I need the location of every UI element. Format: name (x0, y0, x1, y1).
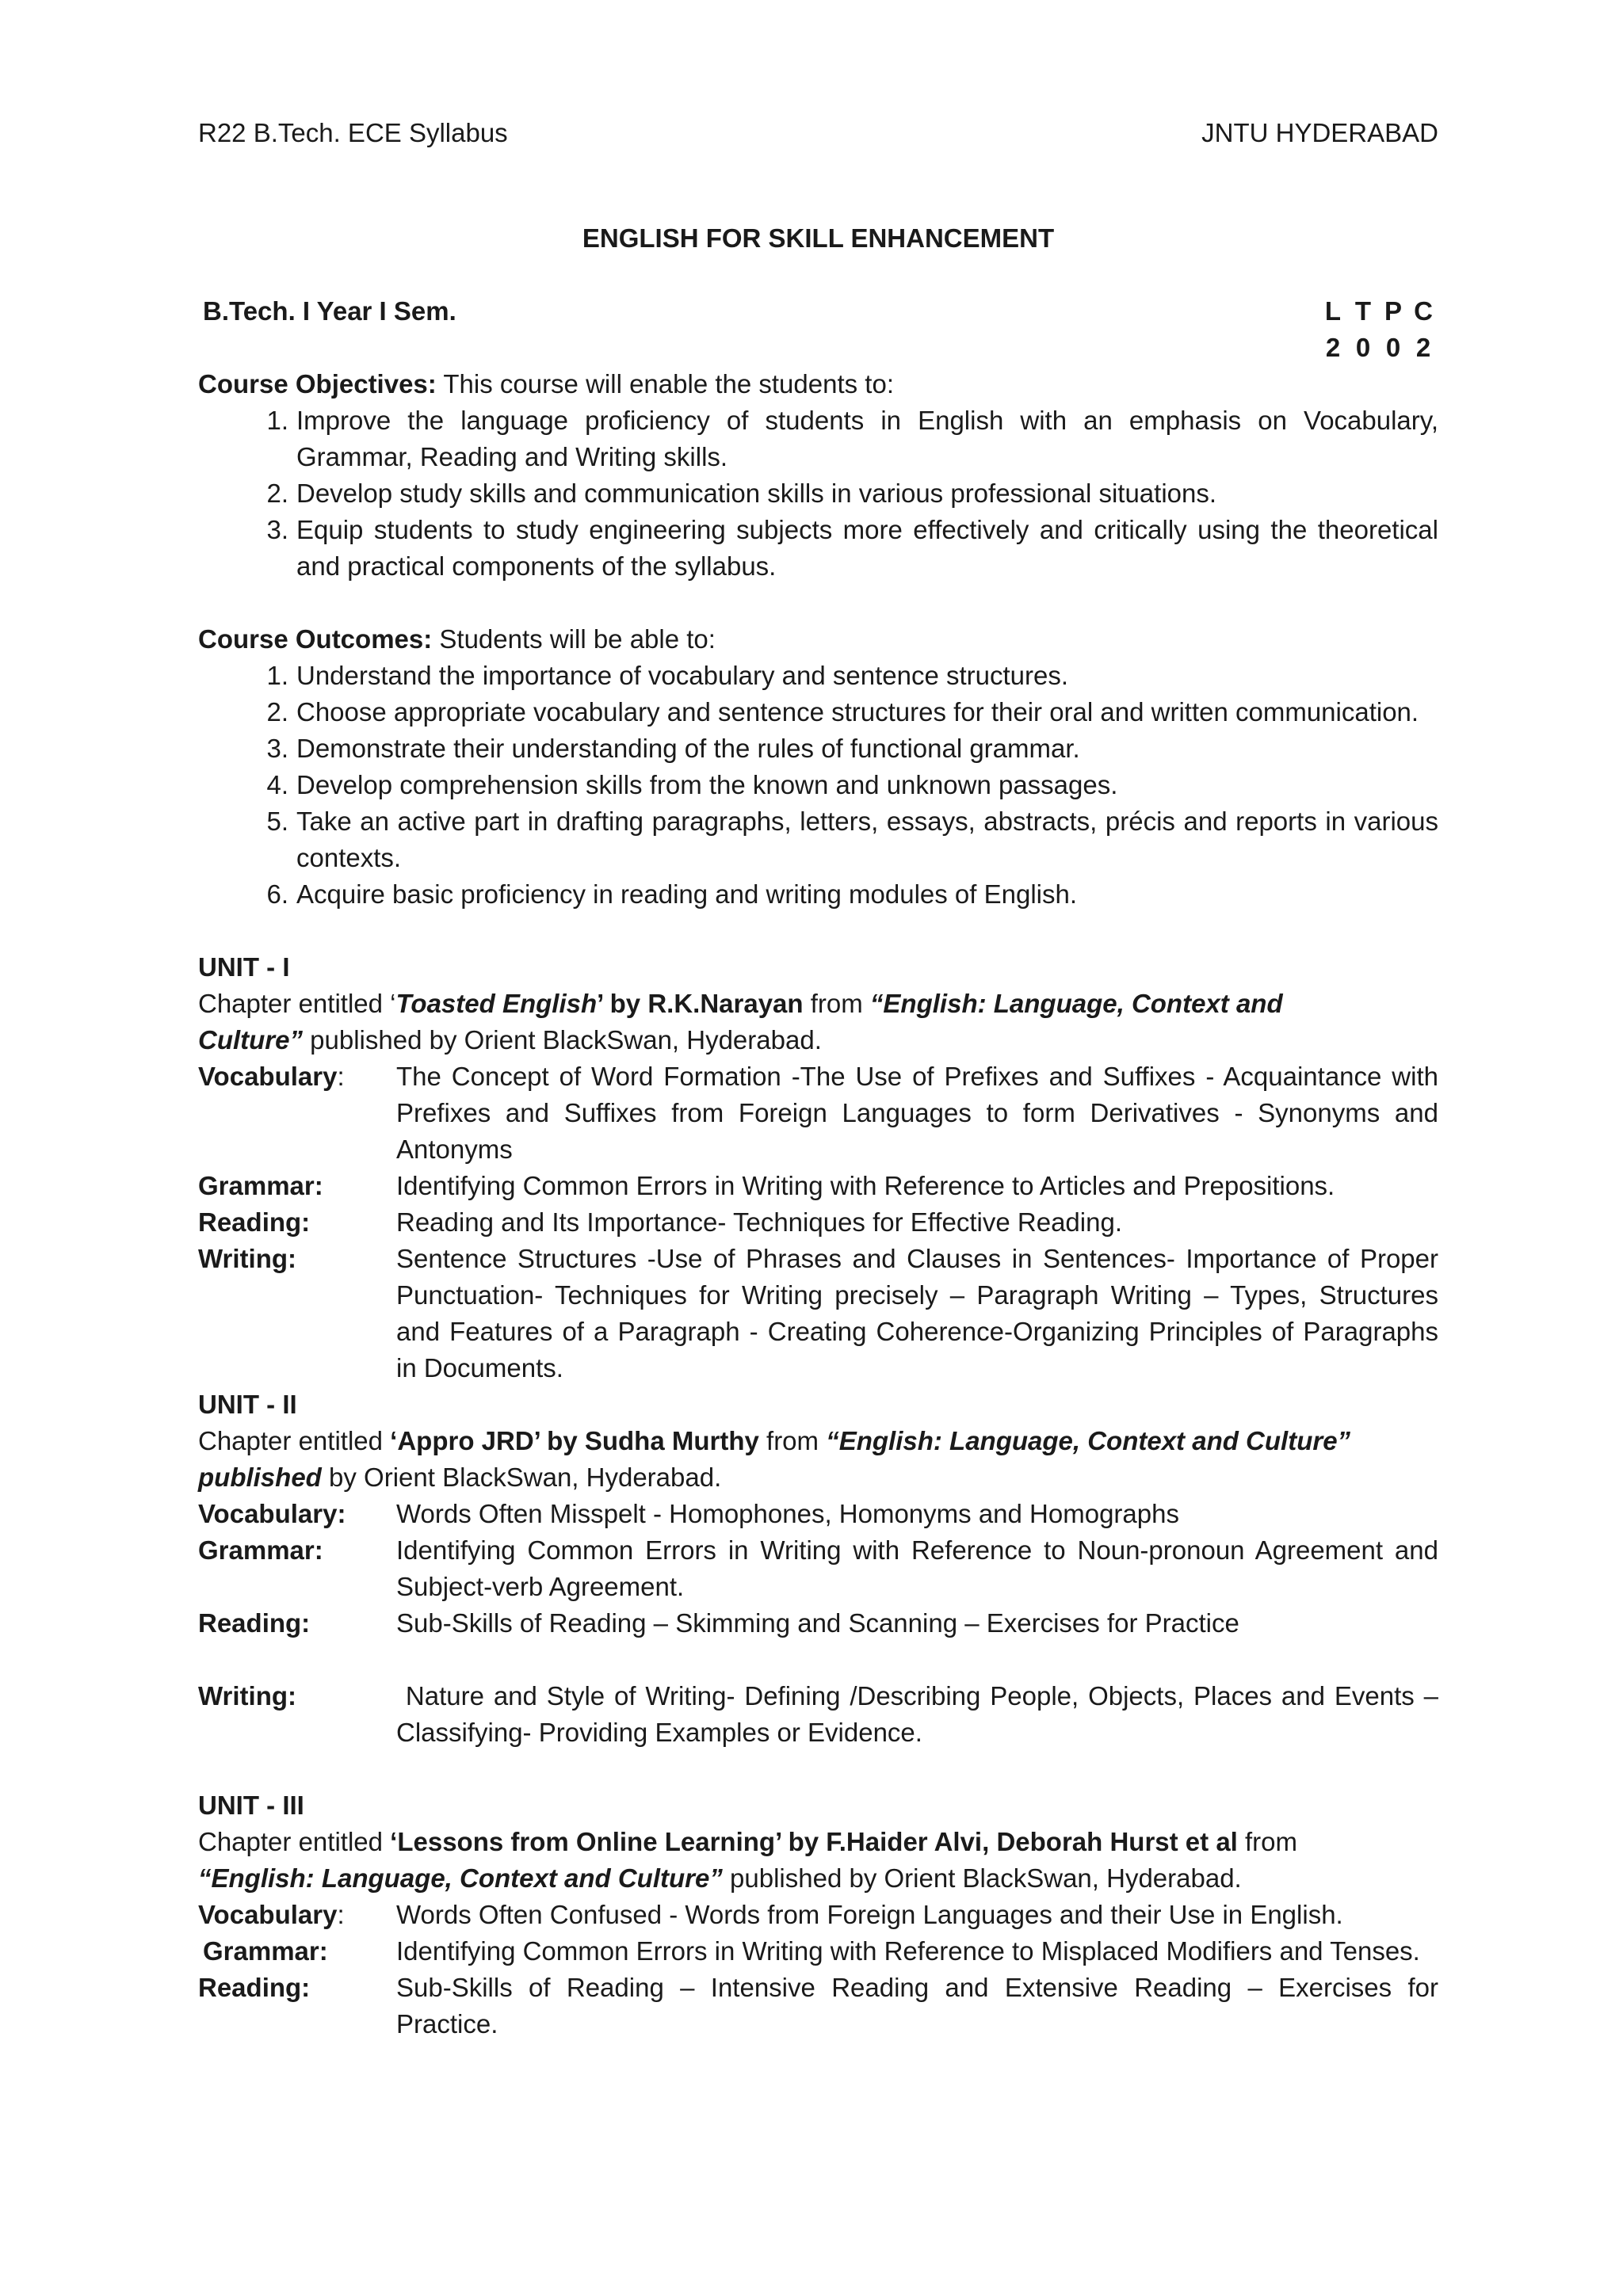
ltpc-value: 0 (1385, 333, 1401, 362)
unit-3-grammar: Grammar: Identifying Common Errors in Writing with Reference to Misplaced Modifiers and Tenses. (203, 1936, 1420, 1966)
unit-3-vocabulary: Vocabulary: Words Often Confused - Words from Foreign Languages and their Use in English. (198, 1900, 1343, 1929)
ltpc-table (1318, 293, 1438, 366)
unit-2-writing: Writing: Nature and Style of Writing- Defining /Describing People, Objects, Places and Events – Classifying- Providing Examples or Evidence. (198, 1681, 1446, 1747)
unit-2-grammar: Grammar: Identifying Common Errors in Writing with Reference to Noun-pronoun Agreement and Subject-verb Agreement. (198, 1535, 1438, 1601)
semester-label: B.Tech. I Year I Sem. (203, 296, 456, 326)
ltpc-value: 2 (1415, 333, 1431, 362)
list-item: 3. Demonstrate their understanding of the rules of functional grammar. (266, 734, 1080, 763)
list-item: 5. Take an active part in drafting paragraphs, letters, essays, abstracts, précis and reports in various contexts. (266, 807, 1438, 872)
course-title: ENGLISH FOR SKILL ENHANCEMENT (582, 223, 1055, 253)
unit-2-title: UNIT - II (198, 1390, 297, 1419)
outcomes-list (198, 658, 1438, 913)
ltpc-values (1318, 330, 1438, 366)
header-right: JNTU HYDERABAD (1201, 118, 1438, 147)
header-left: R22 B.Tech. ECE Syllabus (198, 118, 508, 147)
unit-2-vocabulary: Vocabulary: Words Often Misspelt - Homophones, Homonyms and Homographs (198, 1499, 1179, 1528)
unit-1-title: UNIT - I (198, 952, 290, 982)
outcomes-heading-line (198, 621, 1438, 658)
ltpc-value: 2 (1325, 333, 1341, 362)
ltpc-labels (1318, 293, 1438, 330)
unit-1-vocabulary: Vocabulary: The Concept of Word Formation -The Use of Prefixes and Suffixes - Acquaintance with Prefixes and Suffixes from Foreign Languages to form Derivatives - Synonyms and Antonyms (198, 1062, 1438, 1164)
ltpc-value: 0 (1355, 333, 1371, 362)
unit-2-reading: Reading: Sub-Skills of Reading – Skimming and Scanning – Exercises for Practice (198, 1608, 1239, 1638)
unit-3-title: UNIT - III (198, 1791, 304, 1820)
list-item: 2. Develop study skills and communication skills in various professional situations. (266, 479, 1217, 508)
objectives-heading: Course Objectives: (198, 369, 437, 399)
ltpc-label: L (1324, 296, 1342, 326)
list-item: 1. Understand the importance of vocabulary and sentence structures. (266, 661, 1069, 690)
unit-3-chapter: Chapter entitled ‘Lessons from Online Learning’ by F.Haider Alvi, Deborah Hurst et al from “English: Language, Context and Culture” published by Orient BlackSwan, Hyderabad. (198, 1827, 1298, 1893)
objectives-heading-line (198, 366, 1438, 402)
ltpc-label: C (1414, 296, 1433, 326)
objectives-intro: This course will enable the students to: (436, 369, 894, 399)
ltpc-label: P (1384, 296, 1402, 326)
list-item: 4. Develop comprehension skills from the known and unknown passages. (266, 770, 1118, 799)
ltpc-label: T (1354, 296, 1372, 326)
unit-1-grammar: Grammar: Identifying Common Errors in Writing with Reference to Articles and Prepositions. (198, 1171, 1335, 1200)
list-item: 2. Choose appropriate vocabulary and sentence structures for their oral and written communication. (266, 697, 1419, 727)
unit-2-chapter: Chapter entitled ‘Appro JRD’ by Sudha Murthy from “English: Language, Context and Culture” published by Orient BlackSwan, Hyderabad. (198, 1426, 1351, 1492)
unit-1-reading: Reading: Reading and Its Importance- Techniques for Effective Reading. (198, 1207, 1122, 1237)
outcomes-heading: Course Outcomes: (198, 624, 433, 654)
unit-1-writing: Writing: Sentence Structures -Use of Phrases and Clauses in Sentences- Importance of Proper Punctuation- Techniques for Writing precisely – Paragraph Writing – Types, Structures and Features of a Paragraph - Creating Coherence-Organizing Principles of Paragraphs in Documents. (198, 1244, 1438, 1383)
outcomes-intro: Students will be able to: (432, 624, 716, 654)
list-item: 3. Equip students to study engineering subjects more effectively and critically using the theoretical and practical components of the syllabus. (266, 515, 1438, 581)
syllabus-body (198, 366, 1446, 2042)
unit-3-reading: Reading: Sub-Skills of Reading – Intensive Reading and Extensive Reading – Exercises for Practice. (198, 1973, 1438, 2039)
unit-1-chapter: Chapter entitled ‘Toasted English’ by R.K.Narayan from “English: Language, Context and Culture” published by Orient BlackSwan, Hyderabad. (198, 989, 1283, 1055)
objectives-list (198, 402, 1438, 585)
list-item: 1. Improve the language proficiency of students in English with an emphasis on Vocabulary, Grammar, Reading and Writing skills. (266, 406, 1438, 471)
list-item: 6. Acquire basic proficiency in reading and writing modules of English. (266, 879, 1078, 909)
